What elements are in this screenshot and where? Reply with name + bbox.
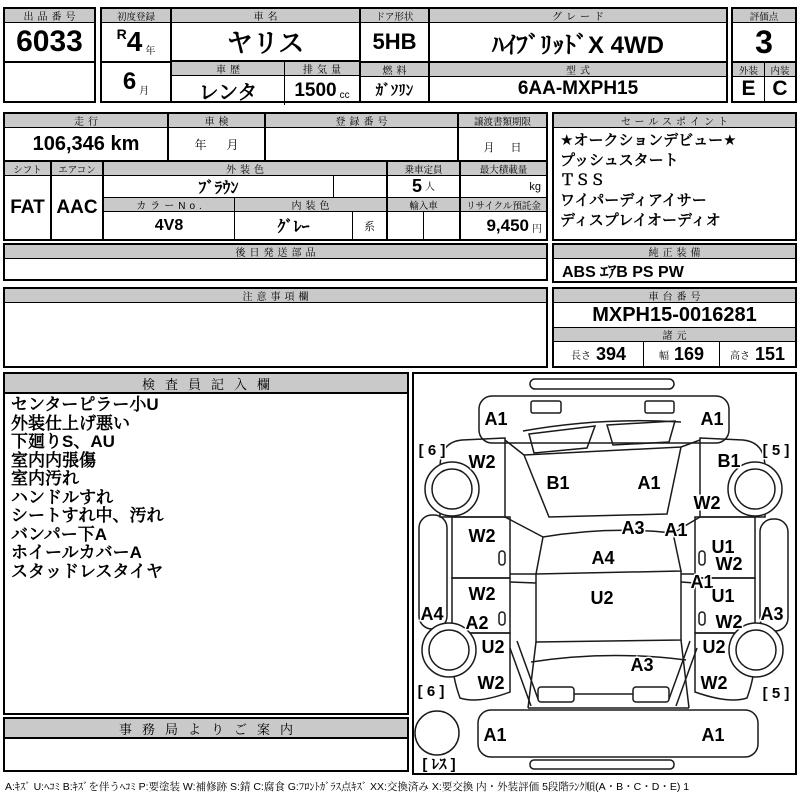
capacity-label: 乗車定員 — [388, 162, 459, 176]
shift-column — [5, 162, 50, 239]
transfer-month-unit: 月 — [483, 142, 495, 154]
max-load-unit: kg — [461, 176, 546, 198]
inspection-month-unit: 月 — [226, 137, 239, 152]
sales-point-item: ★オークションデビュー★ — [560, 132, 737, 149]
door-column — [359, 9, 428, 101]
sales-point-item: ＴＳＳ — [560, 172, 606, 189]
inspector-label: 検査員記入欄 — [5, 374, 407, 394]
label-cowl-right: A1 — [664, 520, 688, 540]
info-table — [3, 112, 548, 241]
reg-no-label: 登録番号 — [266, 114, 457, 128]
handle-rear-left — [499, 612, 505, 625]
label-tread-rear-left: [ 6 ] — [417, 683, 445, 700]
mileage-column — [5, 114, 167, 160]
mileage-label: 走行 — [5, 114, 167, 128]
first-reg-year-unit: 年 — [145, 46, 156, 57]
car-name-label: 車名 — [172, 9, 359, 23]
aircon-column — [50, 162, 102, 239]
label-rear-window: A3 — [630, 655, 654, 675]
first-reg-label: 初度登録 — [102, 9, 170, 23]
label-door-rear-left-low: A2 — [465, 613, 489, 633]
inspector-line: 外装仕上げ悪い — [11, 413, 130, 433]
aircon-value: AAC — [56, 196, 98, 218]
score-box — [731, 7, 797, 103]
inspector-line: 室内汚れ — [11, 469, 79, 488]
first-reg-month-cell — [102, 63, 170, 101]
max-load-label: 最大積載量 — [461, 162, 546, 176]
label-tread-front-left: [ 6 ] — [418, 442, 446, 459]
auction-no-empty — [5, 63, 94, 101]
sales-points-list — [554, 128, 795, 239]
inspector-box — [3, 372, 409, 715]
label-door-seam-right: A1 — [690, 572, 714, 592]
score-label: 評価点 — [733, 9, 795, 23]
caution-label: 注意事項欄 — [5, 289, 546, 303]
label-quarter-right-upper: U2 — [702, 637, 726, 657]
chassis-value: MXPH15-0016281 — [554, 303, 795, 328]
label-quarter-left-upper: U2 — [481, 637, 505, 657]
sales-point-item: ディスプレイオーディオ — [560, 212, 721, 229]
later-parts-empty — [5, 259, 546, 279]
color-columns — [104, 162, 386, 239]
car-name-column — [170, 9, 359, 104]
inspector-line: シートすれ中、汚れ — [11, 506, 164, 525]
reg-no-empty — [266, 128, 457, 160]
label-quarter-right: W2 — [700, 673, 728, 693]
grade-column — [428, 9, 726, 101]
vehicle-id-table — [100, 7, 728, 103]
spec-height — [719, 342, 795, 366]
label-fender-front-right: B1 — [717, 451, 741, 471]
wiper-left — [529, 426, 595, 453]
inspector-line: センターピラー小U — [11, 395, 159, 414]
chassis-label: 車台番号 — [554, 289, 795, 303]
interior-label: 内装 — [765, 63, 795, 77]
color-no-value: 4V8 — [154, 216, 184, 234]
windshield-top-curve — [543, 530, 673, 537]
displacement-column — [284, 62, 359, 105]
equipment-value: ABS ｴｱB PS PW — [562, 264, 684, 281]
front-top-bar — [530, 379, 674, 389]
transfer-day-unit: 日 — [510, 142, 522, 154]
first-reg-month-unit: 月 — [139, 86, 150, 97]
score-value: 3 — [733, 23, 795, 63]
spec-width — [643, 342, 719, 366]
spec-length — [554, 342, 643, 366]
headlight-left — [531, 401, 561, 413]
label-tread-front-right: [ 5 ] — [762, 442, 790, 459]
model-label: 型式 — [430, 63, 726, 77]
displacement-number: 1500 — [294, 79, 337, 101]
history-column — [172, 62, 284, 105]
reg-no-column — [264, 114, 457, 160]
label-front-bumper-right: A1 — [700, 409, 724, 429]
int-color-suffix: 系 — [352, 212, 386, 239]
first-reg-era: R — [116, 26, 127, 42]
first-reg-year-cell — [102, 23, 170, 63]
door-value: 5HB — [361, 23, 428, 63]
exterior-value: E — [741, 77, 756, 100]
label-rocker-right: A3 — [760, 604, 784, 624]
label-door-front-right: U1 — [711, 537, 735, 557]
spec-height-value: 151 — [754, 343, 786, 364]
label-hood-left: B1 — [546, 473, 570, 493]
legend-line: A:ｷｽﾞ U:ﾍｺﾐ B:ｷｽﾞを伴うﾍｺﾐ P:要塗装 W:補修跡 S:錆 C:腐食 G:ﾌﾛﾝﾄｶﾞﾗｽ点ｷｽﾞ XX:交換済み X:要交換 内・外装評価 5段階ﾗﾝｸ順(A・B・C・D・E) 1 — [5, 781, 690, 793]
inspector-line: ホイールカバーA — [11, 543, 142, 562]
label-cowl-left: A3 — [621, 518, 645, 538]
mileage-value: 106,346 km — [32, 132, 140, 155]
inspector-line: 室内内張傷 — [11, 450, 96, 470]
spec-width-value: 169 — [673, 343, 705, 364]
specs-label: 諸元 — [554, 328, 795, 342]
sales-points-label: セールスポイント — [554, 114, 795, 128]
fuel-label: 燃料 — [361, 63, 428, 77]
interior-value: C — [772, 77, 788, 100]
equipment-label: 純正装備 — [554, 245, 795, 259]
spare-wheel — [415, 711, 459, 755]
label-rear-bumper-right: A1 — [701, 725, 725, 745]
ext-color-empty-cell — [333, 176, 386, 197]
label-door-rear-right-low: W2 — [715, 612, 743, 632]
interior-grade-column — [764, 63, 795, 101]
inspection-label: 車検 — [169, 114, 264, 128]
sales-point-item: プッシュスタート — [560, 152, 679, 169]
diagram-labels — [418, 409, 790, 773]
capacity-unit: 人 — [425, 182, 435, 193]
label-fender-front-left: W2 — [468, 452, 496, 472]
fuel-value: ｶﾞｿﾘﾝ — [375, 81, 414, 99]
spec-height-label: 高さ — [729, 350, 750, 362]
label-quarter-left: W2 — [477, 673, 505, 693]
inspection-value-cell — [169, 128, 264, 160]
auction-no-box — [3, 7, 96, 103]
transfer-label: 譲渡書類期限 — [459, 114, 546, 128]
car-damage-diagram — [414, 374, 795, 773]
model-value: 6AA-MXPH15 — [517, 78, 639, 99]
ext-color-label: 外装色 — [104, 162, 386, 176]
label-door-rear-right: U1 — [711, 586, 735, 606]
load-column — [459, 162, 546, 239]
label-door-front-left: W2 — [468, 526, 496, 546]
rear-window-curve — [531, 655, 686, 662]
label-spare: [ ﾚｽ ] — [422, 756, 456, 773]
door-label: ドア形状 — [361, 9, 428, 23]
history-value: レンタ — [198, 82, 258, 104]
label-windshield: A4 — [591, 548, 615, 568]
label-front-bumper-left: A1 — [484, 409, 508, 429]
wiper-right — [607, 421, 675, 445]
transfer-column — [457, 114, 546, 160]
history-label: 車歴 — [172, 62, 284, 76]
capacity-value-cell — [388, 176, 459, 198]
first-reg-year: 4 — [126, 26, 143, 57]
displacement-label: 排気量 — [285, 62, 359, 76]
label-rear-bumper-left: A1 — [483, 725, 507, 745]
later-parts-label: 後日発送部品 — [5, 245, 546, 259]
label-door-front-right-low: W2 — [715, 554, 743, 574]
inspection-year-unit: 年 — [194, 137, 207, 152]
later-parts-box — [3, 243, 548, 281]
car-outline — [415, 379, 788, 769]
exterior-label: 外装 — [733, 63, 764, 77]
office-label: 事務局よりご案内 — [5, 719, 407, 739]
color-no-label: カラーNo. — [104, 198, 234, 212]
recycle-unit: 円 — [532, 224, 542, 235]
spec-width-label: 幅 — [658, 350, 669, 362]
chassis-box — [552, 287, 797, 368]
spec-length-value: 394 — [595, 343, 627, 364]
door-roof-connectors — [510, 574, 695, 583]
inspector-lines — [5, 394, 407, 713]
import-empty-1 — [388, 212, 423, 239]
grade-value: ﾊｲﾌﾞﾘｯﾄﾞX 4WD — [430, 23, 726, 63]
handle-front-left — [499, 551, 505, 565]
caution-empty — [5, 303, 546, 366]
label-door-rear-left: W2 — [468, 584, 496, 604]
inspector-line: スタッドレスタイヤ — [11, 561, 164, 581]
inspection-column — [167, 114, 264, 160]
label-rocker-left: A4 — [420, 604, 444, 624]
handle-rear-right — [699, 612, 705, 625]
label-roof: U2 — [590, 588, 614, 608]
office-empty — [5, 739, 407, 770]
spec-length-label: 長さ — [570, 350, 591, 362]
diagram-box — [412, 372, 797, 775]
grade-label: グレード — [430, 9, 726, 23]
import-empty-2 — [423, 212, 459, 239]
displacement-value — [285, 76, 359, 105]
int-color-label: 内装色 — [234, 198, 386, 212]
exterior-grade-column — [733, 63, 764, 101]
transfer-value-cell — [459, 128, 546, 160]
handle-front-right — [699, 551, 705, 565]
import-label: 輸入車 — [388, 198, 459, 212]
equipment-box — [552, 243, 797, 283]
capacity-column — [386, 162, 459, 239]
sales-points-box — [552, 112, 797, 241]
auction-no-label: 出品番号 — [5, 9, 94, 23]
rear-window-sides — [528, 640, 689, 708]
auction-no-value: 6033 — [5, 23, 94, 63]
taillight-left — [538, 687, 574, 702]
first-reg-month: 6 — [122, 68, 137, 95]
sales-point-item: ワイパーディアイサー — [560, 192, 707, 209]
recycle-value: 9,450 — [486, 215, 529, 235]
label-fender-front-right-low: W2 — [693, 493, 721, 513]
ext-color-value: ﾌﾞﾗｳﾝ — [198, 180, 239, 197]
inspector-line: ハンドルすれ — [11, 487, 113, 507]
headlight-right — [645, 401, 674, 413]
capacity-value: 5 — [411, 176, 422, 196]
recycle-value-cell — [461, 212, 546, 239]
label-tread-rear-right: [ 5 ] — [762, 685, 790, 702]
shift-label: シフト — [5, 162, 50, 176]
first-reg-column — [102, 9, 170, 101]
caution-box — [3, 287, 548, 368]
aircon-label: エアコン — [52, 162, 102, 176]
label-hood-right: A1 — [637, 473, 661, 493]
taillight-right — [633, 687, 669, 702]
inspector-line: バンパー下A — [11, 524, 108, 544]
rear-bottom-bar — [530, 760, 674, 769]
front-bumper-shape — [479, 396, 729, 443]
inspector-line: 下廻りS、AU — [11, 432, 115, 451]
int-color-value: ｸﾞﾚｰ — [234, 212, 352, 239]
recycle-label: リサイクル預託金 — [461, 198, 546, 212]
office-box — [3, 717, 409, 772]
car-name-value: ヤリス — [172, 23, 359, 62]
shift-value: FAT — [10, 196, 45, 218]
displacement-unit: cc — [339, 90, 350, 101]
